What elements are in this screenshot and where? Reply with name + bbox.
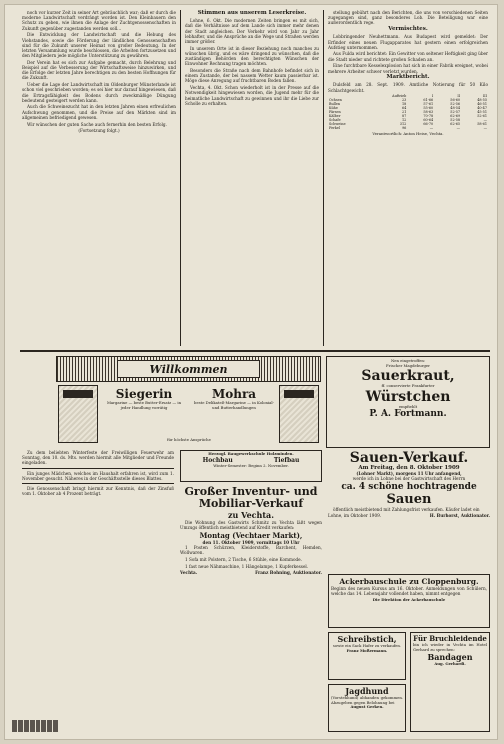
section-divider: [20, 350, 490, 352]
ad-big: ca. 4 schöne hochtragende: [341, 481, 477, 492]
newspaper-page: [4, 4, 498, 740]
market-cell: 52-56: [450, 102, 461, 107]
market-cell: 48-54: [450, 106, 461, 111]
market-cell: 52-57: [450, 110, 461, 115]
ad-sign: Vechta.: [180, 570, 198, 576]
baugewerk-ad: [180, 450, 322, 482]
shop-illustration-left: [58, 385, 98, 443]
ad-date: den 11. Oktober 1909, vormittags 10 Uhr: [202, 539, 300, 545]
ad-body: Beginn des neuen Kursus am 16. Oktober. Anmeldungen von Schülern, welche das 14. Lebensjahr vollendet haben, nimmt entgegen: [331, 586, 487, 597]
ad-title: Ackerbauschule zu Cloppenburg.: [339, 577, 479, 586]
market-cell: 61-66: [423, 98, 434, 103]
banner-tagline: für höchste Ansprüche: [167, 437, 211, 443]
ad-line: ff. conservierte Frankfurter: [381, 383, 435, 389]
ad-title: Großer Inventur- und: [184, 485, 318, 498]
ad-title: Würstchen: [365, 388, 451, 405]
inventur-verkauf-ad: [180, 486, 322, 736]
table-row: [328, 126, 488, 130]
market-cell: 48-55: [477, 98, 487, 103]
list-item: 1 Posten Schürzen, Kleiderstoffe, Barchent, Hemden, Wollwaren.: [180, 545, 322, 556]
article-paragraph: In unserem Orte ist in dieser Beziehung noch manches zu wünschen übrig, und es wäre dringend zu wünschen, daß die zuständigen Behörden den berechtigten Wünschen der Einwohner Rechnung tragen möchten.: [185, 45, 319, 67]
market-cell: 87: [401, 114, 407, 119]
article-heading: Stimmen aus unserem Leserkreise.: [197, 10, 307, 16]
willkommen-banner: [56, 356, 321, 382]
article-paragraph: Besonders die Straße nach dem Bahnhofe befindet sich in einem Zustande, der bei nassem Wetter kaum passierbar ist. Möge diese Anregung auf fruchtbaren Boden fallen.: [185, 68, 319, 84]
brand-siegerin-sub: Margarine — beste Butter-Ersatz — in jeder Handlung vorrätig: [106, 400, 182, 410]
market-table: [328, 94, 488, 130]
market-cell: Färsen: [329, 110, 341, 115]
ad-sign: Franz Moßermann.: [346, 647, 388, 653]
ad-title: Sauen: [386, 491, 432, 507]
small-ad: Ein junges Mädchen, welches im Haushalt erfahren ist, wird zum 1. November gesucht. Näheres in der Geschäftsstelle dieses Blattes.: [22, 470, 174, 481]
ad-sign: H. Burhorst, Auktionator.: [429, 513, 490, 519]
market-cell: 60-64: [423, 118, 434, 123]
ad-day: Montag (Vechtaer Markt),: [199, 530, 303, 540]
ad-title: Schreibstich,: [337, 634, 397, 644]
ad-line: Frischer Magdeburger: [386, 362, 430, 368]
market-cell: 40-47: [477, 106, 487, 111]
sauen-verkauf-ad: [328, 450, 490, 570]
market-cell: 46-51: [477, 102, 487, 107]
market-cell: 12: [401, 118, 407, 123]
ad-firm: P. A. Fortmann.: [369, 409, 447, 420]
market-cell: 45-51: [477, 110, 487, 115]
market-cell: 58-61: [477, 122, 487, 127]
small-ads-left: [22, 450, 174, 498]
ad-sign: August Gerken.: [350, 704, 384, 710]
market-cell: 57-61: [423, 102, 434, 107]
article-paragraph: Vechta, 4. Okt. Schon wiederholt ist in der Presse auf die Notwendigkeit hingewiesen worden, die Jugend mehr für die heimatliche Landwirtschaft zu gewinnen und ihr die Liebe zur Scholle zu erhalten.: [185, 85, 319, 106]
article-paragraph: Die Entwicklung der Landwirtschaft und die Hebung des Viehstandes, sowie die Förderung der ländlichen Genossenschaften sind für die Zukunft unserer Heimat von großer Bedeutung. In der letzten Versammlung wurde beschlossen, die Arbeiten fortzusetzen und den Mitgliedern jede mögliche Unterstützung zu gewähren.: [22, 32, 176, 59]
ad-option: Hochbau: [202, 456, 233, 464]
market-intro: Dulsfeld am 28. Sept. 1909. Amtliche Notierung für 50 Kilo Schlachtgewicht.: [328, 82, 488, 93]
ad-option: Tiefbau: [273, 456, 300, 464]
column-divider: [323, 10, 324, 346]
market-cell: 70-78: [423, 114, 434, 119]
ad-title: Für Bruchleidende: [413, 634, 487, 643]
column-divider: [180, 10, 181, 346]
article-left-column: [22, 10, 176, 350]
archive-stamp: [12, 720, 58, 732]
ad-body: werde ich in Lohne bei der Gastwirtschaft des Herrn: [352, 476, 466, 482]
small-ad: Die Genossenschaft bringt hiermit zur Kenntnis, daß der Zinsfuß vom 1. Oktober ab 4 Prozent beträgt.: [22, 486, 174, 497]
list-item: 1 Sofa mit Polstern, 2 Tische, 6 Stühle, eine Kommode.: [185, 557, 302, 563]
misc-heading: Vermischtes.: [388, 26, 428, 33]
market-cell: 96: [401, 126, 407, 131]
article-paragraph: noch vor kurzer Zeit in seiner Art gebräuchlich war; daß er durch die moderne Landwirtschaft verdrängt worden ist. Den Kleinbauern den Schutz zu geben, wie ihnen die Anlage der Zuchtgenossenschaften in Zukunft gegenüber zugestanden werden soll...: [22, 10, 176, 31]
market-cell: 23: [401, 98, 407, 103]
banner-title: Willkommen: [117, 360, 260, 378]
article-paragraph: Ueber die Lage der Landwirtschaft im Oldenburger Münsterlande ist schon viel geschrieben worden; es sei hier nur darauf hingewiesen, daß die Ertragsfähigkeit des Bodens durch zweckmäßige Düngung bedeutend gesteigert werden kann.: [22, 82, 176, 103]
jagdhund-ad: [328, 684, 406, 732]
brand-siegerin: Siegerin: [115, 387, 173, 401]
market-cell: Kälber: [329, 114, 341, 119]
misc-item: Lobbringender Neuhettmann. Aus Budapest wird gemeldet: Der Erfinder eines neuen Flugapparates hat gestern einen erfolgreichen Aufstieg unternommen.: [328, 34, 488, 50]
ad-date: Am Freitag, den 8. Oktober 1909: [358, 465, 460, 471]
ad-note: Winter-Semester: Beginn 2. November.: [213, 462, 289, 468]
market-col-header: III: [482, 94, 487, 99]
market-cell: 55-60: [423, 106, 434, 111]
misc-item: Eine furchtbare Kesselexplosion hat sich in einer Fabrik ereignet, wobei mehrere Arbeiter schwer verletzt wurden.: [328, 63, 488, 74]
market-heading: Marktbericht.: [386, 74, 430, 81]
schreibstich-ad: [328, 632, 406, 680]
ad-sign: Franz Bohning, Auktionator.: [255, 570, 322, 576]
ad-title: Bandagen: [427, 652, 473, 663]
small-ad: Zu dem beliebten Winterfeste der Freiwilligen Feuerwehr am Sonntag, den 10. ds. Mts. werden hiermit alle Mitglieder und Freunde eingeladen.: [22, 450, 174, 466]
sauerkraut-ad: [326, 356, 490, 448]
article-mid-column: [185, 10, 319, 346]
ad-body: bin ich wieder in Vechta im Hotel Gerhard zu sprechen:: [413, 642, 487, 652]
article-paragraph: Der Verein hat es sich zur Aufgabe gemacht, durch Belehrung und Beispiel auf die Verbesserung der Wirtschaftsweise hinzuwirken, und die Erfolge der letzten Jahre berechtigen zu den besten Hoffnungen für die Zukunft.: [22, 59, 176, 81]
market-cell: 66-70: [423, 122, 434, 127]
margarine-ad: [102, 385, 276, 445]
market-col-header: II: [457, 94, 461, 99]
bruchleidende-ad: [410, 632, 490, 732]
press-line: Verantwortlich: Anton Heise, Vechta.: [372, 131, 444, 137]
brand-mohra: Mohra: [211, 387, 257, 401]
market-cell: Ferkel: [329, 126, 340, 131]
article-right-column: [328, 10, 488, 348]
market-cell: 312: [399, 122, 407, 127]
ad-title: Mobiliar-Verkauf: [198, 497, 304, 510]
market-cell: —: [456, 126, 461, 131]
market-cell: 64: [401, 106, 407, 111]
continuation-note: (Fortsetzung folgt.): [78, 128, 120, 134]
article-paragraph: Wir wünschen der guten Sache auch fernerhin den besten Erfolg.: [27, 121, 167, 127]
ad-sign: Aug. Gerhardi.: [434, 661, 466, 667]
market-cell: —: [483, 126, 487, 131]
ad-title: Sauen-Verkauf.: [349, 450, 469, 466]
market-cell: 52-61: [477, 114, 487, 119]
article-paragraph: stellung gebührt nach den Berichten, die uns von verschiedenen Seiten zugegangen sind, ganz besonderes Lob. Die Beteiligung war eine außerordentlich rege.: [328, 10, 488, 26]
ad-place: Lohne, im Oktober 1909.: [328, 513, 382, 519]
ad-line: empfiehlt: [398, 403, 418, 409]
ad-title: Sauerkraut,: [361, 368, 455, 385]
ad-line: Nen eingetroffen:: [390, 358, 426, 363]
ad-title: Jagdhund: [345, 686, 389, 696]
ad-sub: (Lohner Markt), morgens 11 Uhr anfangend,: [356, 471, 462, 477]
ad-body: sowie ein Sack Hafer zu verkaufen.: [332, 643, 402, 648]
misc-item: Aus Fulda wird berichtet: Ein Gewitter von seltener Heftigkeit ging über die Stadt nieder und richtete großen Schaden an.: [328, 51, 488, 62]
ad-terms: öffentlich meistbietend mit Zahlungsfrist verkaufen. Käufer ladet ein: [333, 506, 480, 512]
brand-mohra-sub: beste Delikateß-Margarine — in Kolonial- und Butterhandlungen: [194, 400, 274, 410]
article-paragraph: Lohne, 6. Okt. Die modernen Zeiten bringen es mit sich, daß die Verhältnisse auf dem Lande sich immer mehr denen der Stadt angleichen. Der Verkehr wird von Jahr zu Jahr lebhafter, und die Ansprüche an die Wege und Straßen werden immer größer.: [185, 18, 319, 45]
ackerbauschule-ad: [328, 574, 490, 628]
market-cell: 56-60: [450, 98, 461, 103]
market-col-header: I: [431, 94, 434, 99]
market-cell: 62-65: [450, 122, 461, 127]
market-cell: Ochsen: [329, 98, 342, 103]
market-cell: —: [429, 126, 434, 131]
market-cell: 18: [401, 102, 407, 107]
ad-body: Die Wohnung des Gastwirts Schmitz zu Vechta läßt wegen Umzugs öffentlich meistbietend auf Kredit verkaufen:: [180, 520, 322, 531]
market-cell: Kühe: [329, 106, 338, 111]
market-cell: 21: [401, 110, 407, 115]
list-item: 1 fast neue Nähmaschine, 1 Hängelampe, 1 Kupferkessel.: [185, 563, 309, 569]
market-cell: 52-58: [450, 118, 461, 123]
market-cell: Schweine: [329, 122, 346, 127]
ad-body: (Vorstehhund) abhanden gekommen. Abzugeben gegen Belohnung bei: [331, 695, 403, 705]
market-cell: Schafe: [329, 118, 341, 123]
market-cell: Bullen: [329, 102, 341, 107]
market-col-header: Auftrieb: [392, 94, 407, 99]
ad-sign: Die Direktion der Ackerbauschule: [372, 597, 446, 603]
ad-place: zu Vechta.: [227, 510, 275, 520]
article-paragraph: Auch die Schweinezucht hat in den letzten Jahren einen erfreulichen Aufschwung genommen, und die Preise auf den Märkten sind im allgemeinen befriedigend gewesen.: [22, 104, 176, 120]
market-cell: 58-63: [423, 110, 434, 115]
market-cell: 62-69: [450, 114, 461, 119]
shop-illustration-right: [279, 385, 319, 443]
ad-head: Herzogl. Baugewerkschule Holzminden.: [208, 451, 294, 456]
market-cell: —: [483, 118, 487, 123]
